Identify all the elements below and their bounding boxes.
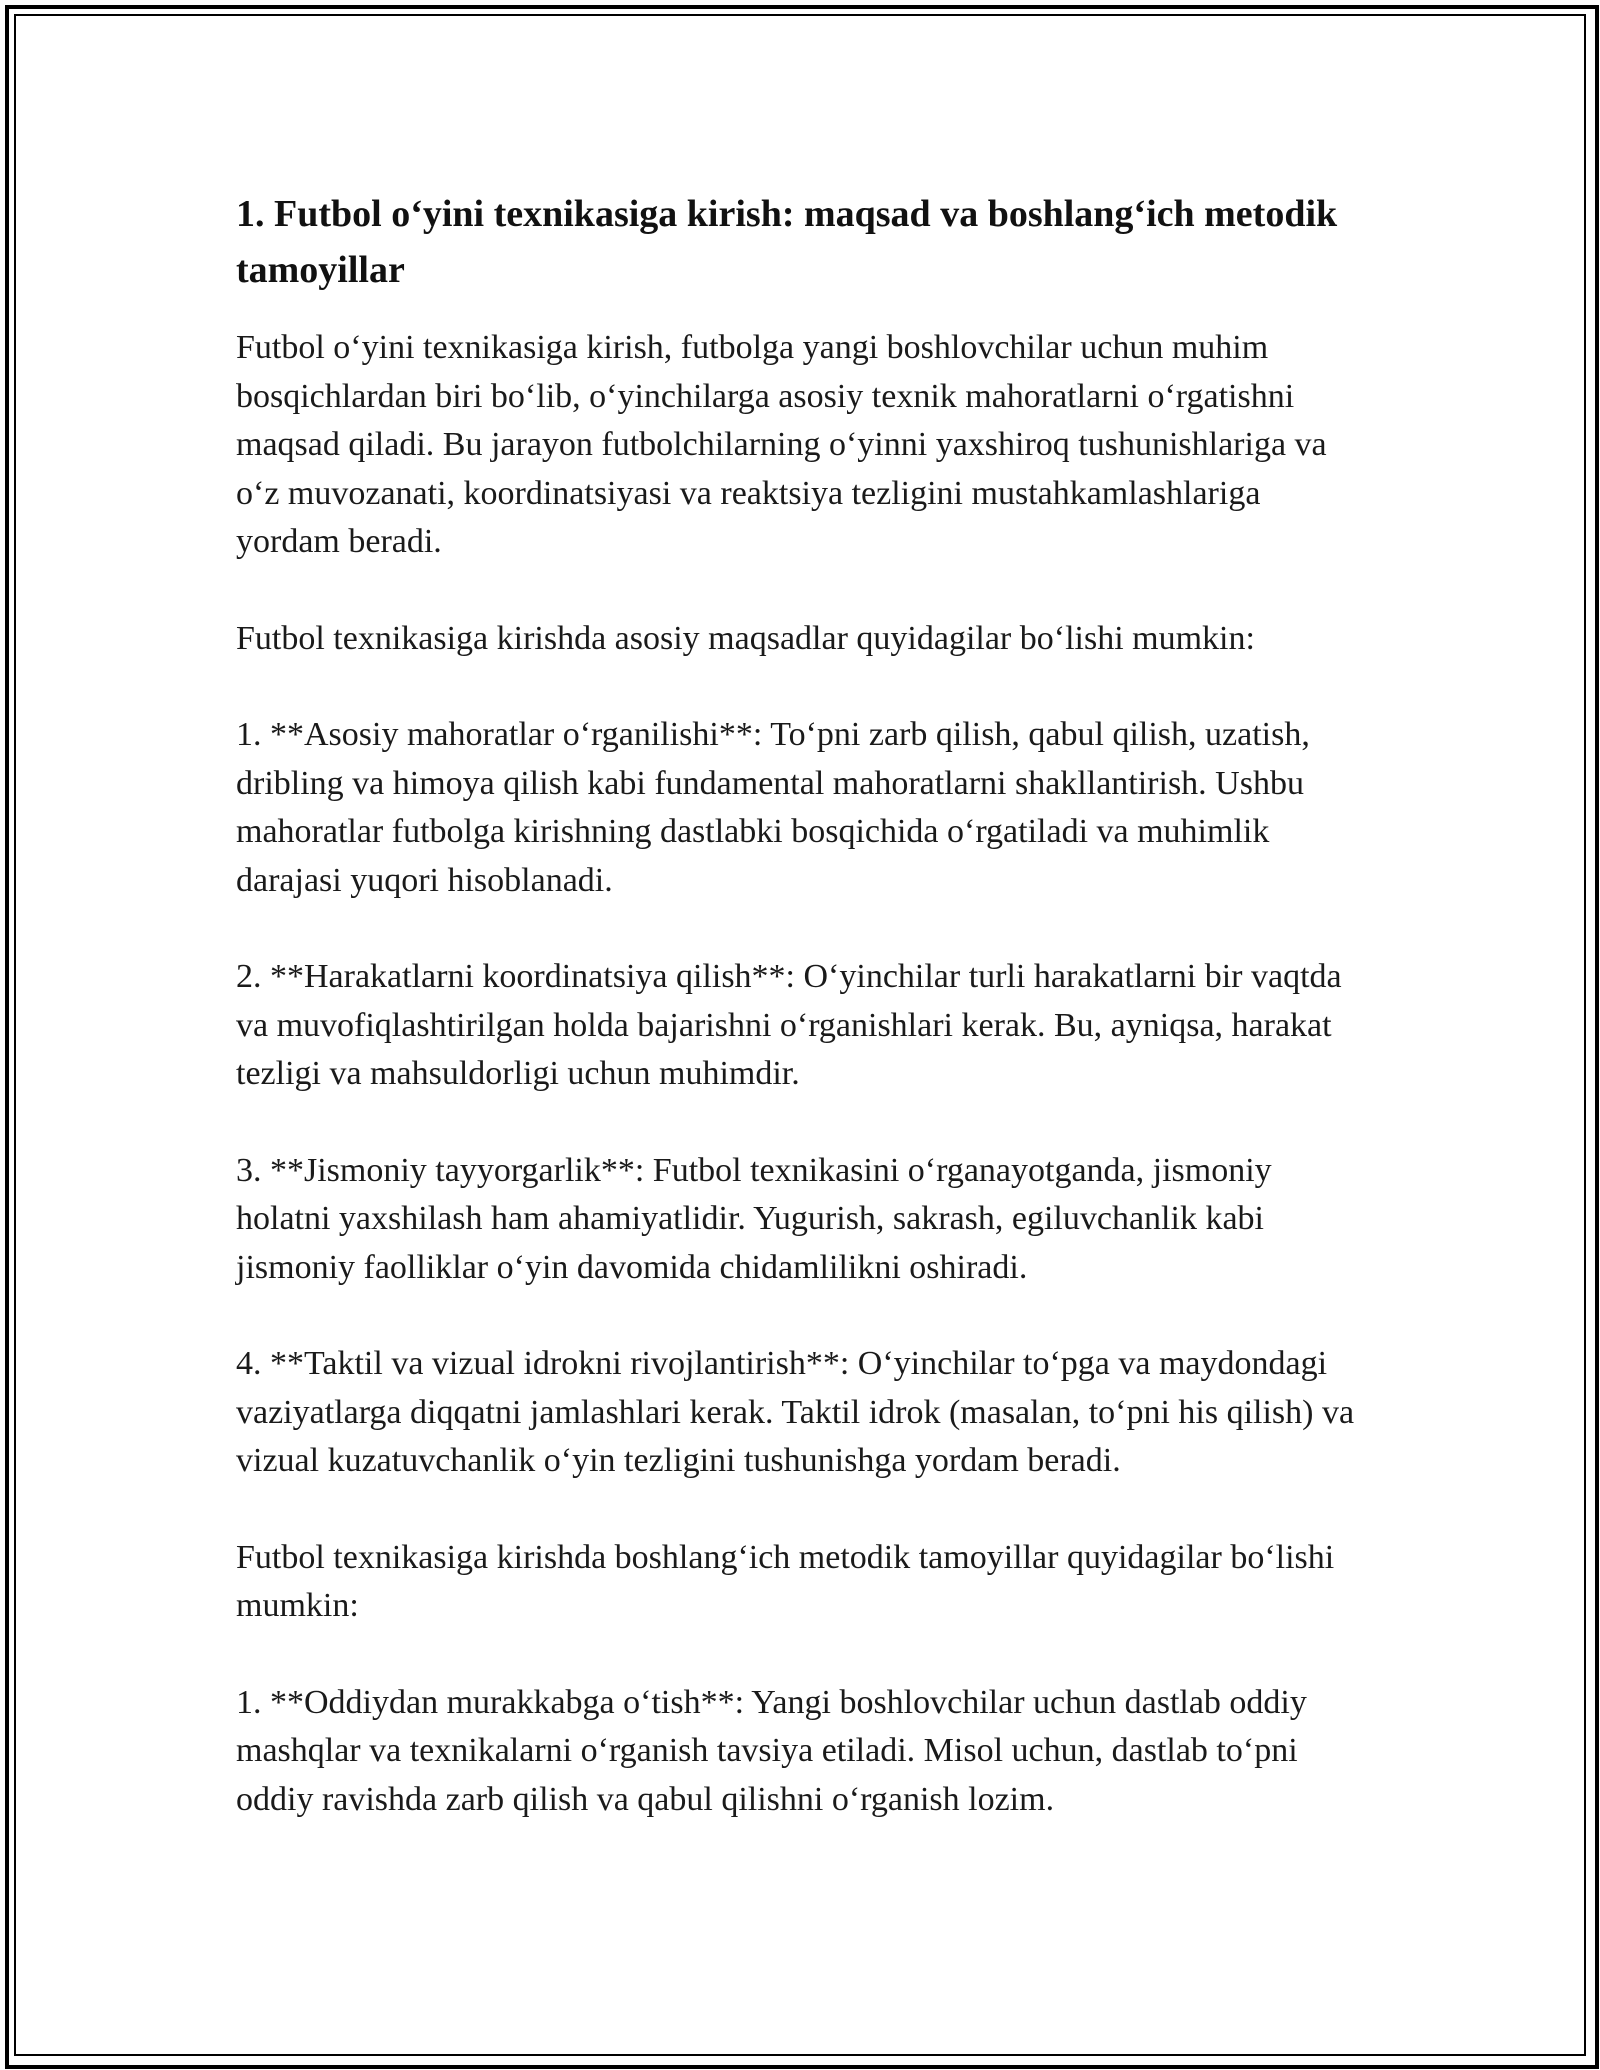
goal-item-2: 2. **Harakatlarni koordinatsiya qilish**: O‘yinchilar turli harakatlarni bir vaqtda va muvofiqlashtirilgan holda bajarishni o‘rganishlari kerak. Bu, ayniqsa, harakat tezligi va mahsuldorligi uchun muhimdir.: [236, 958, 1342, 1092]
document-body: [236, 186, 1366, 1824]
goal-item-1: 1. **Asosiy mahoratlar o‘rganilishi**: To‘pni zarb qilish, qabul qilish, uzatish, dribling va himoya qilish kabi fundamental mahoratlarni shakllantirish. Ushbu mahoratlar futbolga kirishning dastlabki bosqichida o‘rgatiladi va muhimlik darajasi yuqori hisoblanadi.: [236, 716, 1310, 899]
goal-item-3: 3. **Jismoniy tayyorgarlik**: Futbol texnikasini o‘rganayotganda, jismoniy holatni yaxshilash ham ahamiyatlidir. Yugurish, sakrash, egiluvchanlik kabi jismoniy faolliklar o‘yin davomida chidamlilikni oshiradi.: [236, 1151, 1272, 1286]
principle-item-1: 1. **Oddiydan murakkabga o‘tish**: Yangi boshlovchilar uchun dastlab oddiy mashqlar va texnikalarni o‘rganish tavsiya etiladi. Misol uchun, dastlab to‘pni oddiy ravishda zarb qilish va qabul qilishni o‘rganish lozim.: [236, 1683, 1307, 1818]
goals-heading-paragraph: Futbol texnikasiga kirishda asosiy maqsadlar quyidagilar bo‘lishi mumkin:: [236, 619, 1255, 657]
intro-paragraph: Futbol o‘yini texnikasiga kirish, futbolga yangi boshlovchilar uchun muhim bosqichlardan biri bo‘lib, o‘yinchilarga asosiy texnik mahoratlarni o‘rgatishni maqsad qiladi. Bu jarayon futbolchilarning o‘yinni yaxshiroq tushunishlariga va o‘z muvozanati, koordinatsiyasi va reaktsiya tezligini mustahkamlashlariga yordam beradi.: [236, 329, 1327, 560]
goal-item-4: 4. **Taktil va vizual idrokni rivojlantirish**: O‘yinchilar to‘pga va maydondagi vaziyatlarga diqqatni jamlashlari kerak. Taktil idrok (masalan, to‘pni his qilish) va vizual kuzatuvchanlik o‘yin tezligini tushunishga yordam beradi.: [236, 1345, 1355, 1479]
document-title: 1. Futbol o‘yini texnikasiga kirish: maqsad va boshlang‘ich metodik tamoyillar: [236, 193, 1338, 291]
principles-heading-paragraph: Futbol texnikasiga kirishda boshlang‘ich metodik tamoyillar quyidagilar bo‘lishi mumkin:: [236, 1538, 1335, 1624]
